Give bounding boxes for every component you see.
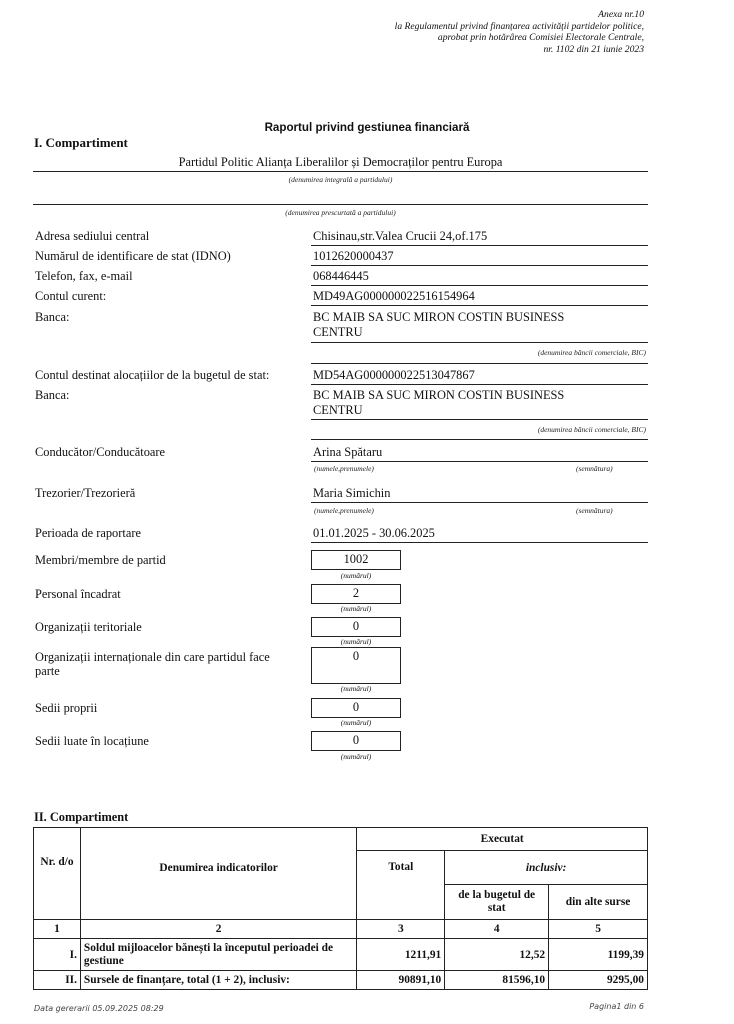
leader-sign-caption: (semnătura)	[576, 464, 613, 473]
financial-table	[33, 827, 648, 990]
column-number: 1	[34, 920, 81, 939]
leader-name-caption: (numele,prenumele)	[314, 464, 374, 473]
leased-premises-label: Sedii luate în locațiune	[35, 734, 149, 748]
column-number: 4	[445, 920, 549, 939]
divider	[311, 384, 648, 385]
header-total: Total	[357, 851, 445, 920]
header-indicator-name: Denumirea indicatorilor	[80, 828, 356, 920]
address-value: Chisinau,str.Valea Crucii 24,of.175	[313, 229, 488, 243]
count-caption: (numărul)	[340, 718, 372, 727]
state-account-value: MD54AG000000022513047867	[313, 368, 475, 382]
idno-label: Numărul de identificare de stat (IDNO)	[35, 249, 231, 263]
header-state-budget: de la bugetul de stat	[445, 885, 549, 920]
contact-label: Telefon, fax, e-mail	[35, 269, 133, 283]
divider	[311, 363, 648, 364]
count-caption: (numărul)	[340, 637, 372, 646]
party-full-name: Partidul Politic Alianța Liberalilor și Democraților pentru Europa	[178, 155, 503, 169]
bank1-value-line2: CENTRU	[313, 325, 363, 339]
row-total: 90891,10	[357, 971, 445, 990]
row-nr: II.	[34, 971, 81, 990]
international-orgs-label: Organizații internaționale din care partidul face parte	[35, 650, 270, 678]
count-caption: (numărul)	[340, 604, 372, 613]
column-numbers-row	[34, 920, 648, 939]
section2-heading: II. Compartiment	[34, 810, 129, 824]
idno-value: 1012620000437	[313, 249, 394, 263]
divider	[311, 305, 648, 306]
territorial-orgs-label: Organizații teritoriale	[35, 620, 142, 634]
annex-line: la Regulamentul privind finanțarea activității partidelor politice,	[394, 20, 644, 32]
state-account-label: Contul destinat alocațiilor de la bugetul de stat:	[35, 368, 270, 382]
bank2-label: Banca:	[35, 388, 70, 402]
bank2-value-line2: CENTRU	[313, 403, 363, 417]
row-indicator-name: Soldul mijloacelor bănești la începutul perioadei de gestiune	[80, 939, 356, 971]
generation-date: Data gererarii 05.09.2025 08:29	[34, 1004, 164, 1013]
row-indicator-name: Sursele de finanțare, total (1 + 2), inclusiv:	[80, 971, 356, 990]
contact-value: 068446445	[313, 269, 369, 283]
divider	[33, 171, 648, 172]
signature-line	[311, 461, 648, 462]
bank1-value-line1: BC MAIB SA SUC MIRON COSTIN BUSINESS	[313, 310, 565, 324]
column-number: 5	[549, 920, 648, 939]
staff-label: Personal încadrat	[35, 587, 121, 601]
signature-line	[311, 502, 648, 503]
leased-premises-count-box: 0	[311, 731, 401, 751]
divider	[33, 204, 648, 205]
period-value: 01.01.2025 - 30.06.2025	[313, 526, 435, 540]
members-label: Membri/membre de partid	[35, 553, 166, 567]
party-short-name-caption: (denumirea prescurtată a partidului)	[285, 208, 396, 217]
own-premises-count-box: 0	[311, 698, 401, 718]
count-caption: (numărul)	[340, 571, 372, 580]
leader-label: Conducător/Conducătoare	[35, 445, 166, 459]
territorial-orgs-count-box: 0	[311, 617, 401, 637]
divider	[311, 439, 648, 440]
column-number: 3	[357, 920, 445, 939]
section1-heading: I. Compartiment	[34, 135, 128, 150]
treasurer-value: Maria Simichin	[313, 486, 391, 500]
header-inclusive: inclusiv:	[445, 851, 648, 885]
count-caption: (numărul)	[340, 752, 372, 761]
bank2-value-line1: BC MAIB SA SUC MIRON COSTIN BUSINESS	[313, 388, 565, 402]
row-other-sources: 9295,00	[549, 971, 648, 990]
header-executed: Executat	[357, 828, 648, 851]
column-number: 2	[80, 920, 356, 939]
staff-count-box: 2	[311, 584, 401, 604]
bank1-label: Banca:	[35, 310, 70, 324]
annex-reference	[395, 9, 644, 55]
row-state-budget: 12,52	[445, 939, 549, 971]
header-nr: Nr. d/o	[34, 828, 81, 920]
divider	[311, 342, 648, 343]
divider	[311, 542, 648, 543]
members-count-box: 1002	[311, 550, 401, 570]
bank2-caption: (denumirea băncii comerciale, BIC)	[537, 425, 646, 434]
treasurer-sign-caption: (semnătura)	[576, 506, 613, 515]
row-state-budget: 81596,10	[445, 971, 549, 990]
annex-line: aprobat prin hotărârea Comisiei Electorale Centrale,	[437, 32, 644, 43]
divider	[311, 419, 648, 420]
annex-line: nr. 1102 din 21 iunie 2023	[543, 43, 644, 55]
treasurer-label: Trezorier/Trezorieră	[35, 486, 136, 500]
row-total: 1211,91	[357, 939, 445, 971]
divider	[311, 265, 648, 266]
divider	[311, 245, 648, 246]
party-full-name-caption: (denumirea integrală a partidului)	[288, 175, 393, 184]
header-other-sources: din alte surse	[549, 885, 648, 920]
international-orgs-count-box: 0	[311, 647, 401, 684]
account-label: Contul curent:	[35, 289, 107, 303]
table-row	[34, 971, 648, 990]
own-premises-label: Sedii proprii	[35, 701, 98, 715]
divider	[311, 285, 648, 286]
page-number: Pagina1 din 6	[589, 1002, 644, 1011]
annex-line: Anexa nr.10	[598, 9, 644, 20]
bank1-caption: (denumirea băncii comerciale, BIC)	[537, 348, 646, 357]
period-label: Perioada de raportare	[35, 526, 141, 540]
count-caption: (numărul)	[340, 684, 372, 693]
row-nr: I.	[34, 939, 81, 971]
leader-value: Arina Spătaru	[313, 445, 383, 459]
treasurer-name-caption: (numele,prenumele)	[314, 506, 374, 515]
row-other-sources: 1199,39	[549, 939, 648, 971]
table-row	[34, 939, 648, 971]
address-label: Adresa sediului central	[35, 229, 150, 243]
account-value: MD49AG000000022516154964	[313, 289, 475, 303]
report-title: Raportul privind gestiunea financiară	[264, 121, 470, 134]
